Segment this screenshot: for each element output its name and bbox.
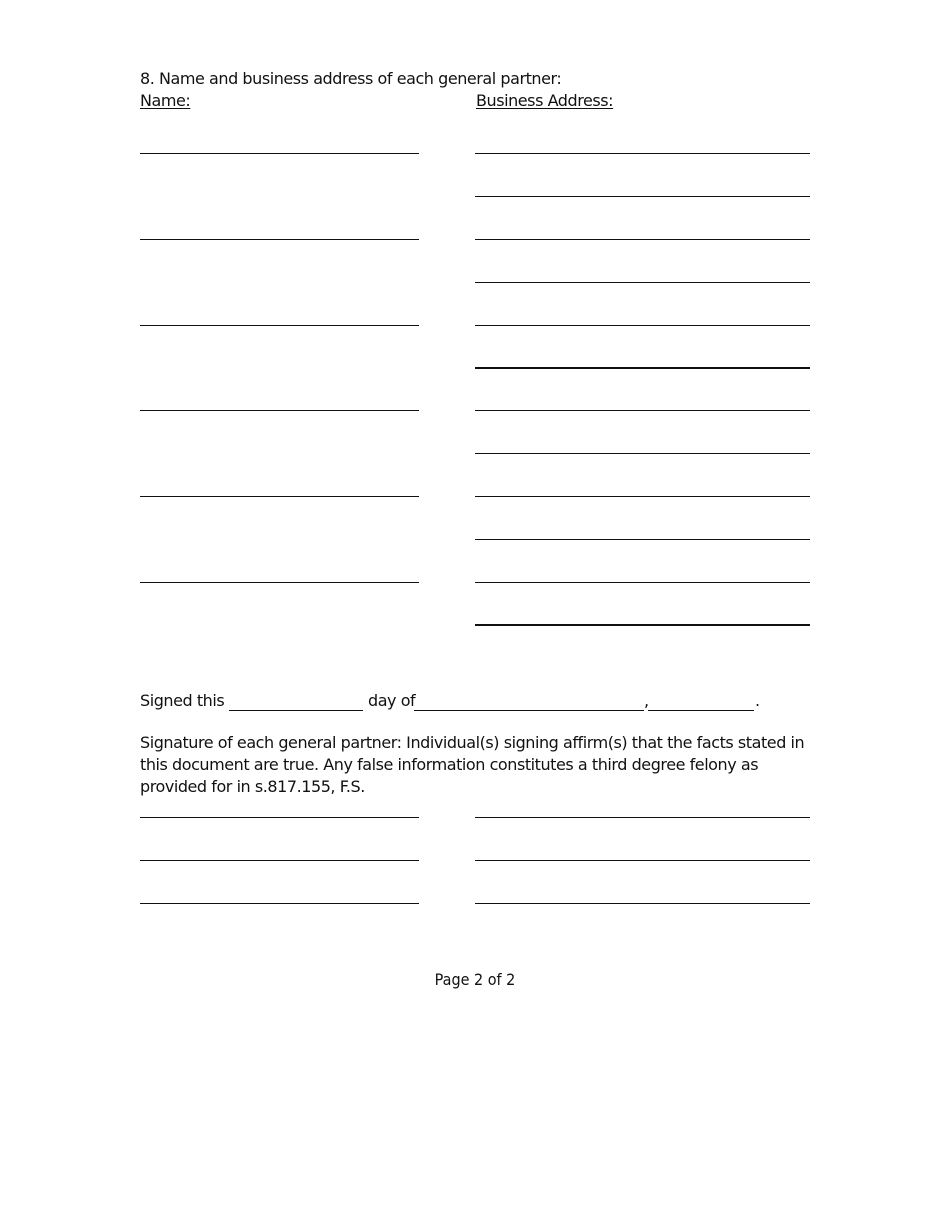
partner-address-line-2b[interactable] bbox=[475, 282, 810, 283]
partner-name-line-4[interactable] bbox=[140, 410, 419, 411]
signature-line-right-1[interactable] bbox=[475, 817, 810, 818]
signed-period: . bbox=[755, 691, 760, 710]
partner-name-line-3[interactable] bbox=[140, 325, 419, 326]
partner-address-line-6b[interactable] bbox=[475, 624, 810, 626]
signed-day-blank[interactable] bbox=[229, 710, 363, 711]
partner-name-line-6[interactable] bbox=[140, 582, 419, 583]
partner-address-line-4b[interactable] bbox=[475, 453, 810, 454]
signed-comma: , bbox=[644, 691, 649, 710]
partner-address-line-1b[interactable] bbox=[475, 196, 810, 197]
page-number: Page 2 of 2 bbox=[434, 970, 516, 989]
partner-name-line-2[interactable] bbox=[140, 239, 419, 240]
signature-line-right-2[interactable] bbox=[475, 860, 810, 861]
partner-address-line-3a[interactable] bbox=[475, 325, 810, 326]
signed-this-label: Signed this bbox=[140, 691, 225, 710]
partner-address-line-3b[interactable] bbox=[475, 367, 810, 369]
partner-address-line-2a[interactable] bbox=[475, 239, 810, 240]
section-heading: 8. Name and business address of each general partner: bbox=[140, 69, 562, 88]
partner-address-line-4a[interactable] bbox=[475, 410, 810, 411]
partner-address-line-1a[interactable] bbox=[475, 153, 810, 154]
signature-statement: Signature of each general partner: Individual(s) signing affirm(s) that the facts stated in this document are true. Any false information constitutes a third degree felony as provided for in s.817.155, F.S. bbox=[140, 733, 805, 796]
signature-line-right-3[interactable] bbox=[475, 903, 810, 904]
partner-address-line-5a[interactable] bbox=[475, 496, 810, 497]
partner-name-line-5[interactable] bbox=[140, 496, 419, 497]
signature-line-left-1[interactable] bbox=[140, 817, 419, 818]
signature-line-left-3[interactable] bbox=[140, 903, 419, 904]
signed-year-blank[interactable] bbox=[648, 710, 754, 711]
signature-line-left-2[interactable] bbox=[140, 860, 419, 861]
signed-month-blank[interactable] bbox=[414, 710, 644, 711]
day-of-label: day of bbox=[368, 691, 416, 710]
partner-address-line-5b[interactable] bbox=[475, 539, 810, 540]
address-column-label: Business Address: bbox=[476, 91, 614, 110]
name-column-label: Name: bbox=[140, 91, 191, 110]
partner-name-line-1[interactable] bbox=[140, 153, 419, 154]
partner-address-line-6a[interactable] bbox=[475, 582, 810, 583]
